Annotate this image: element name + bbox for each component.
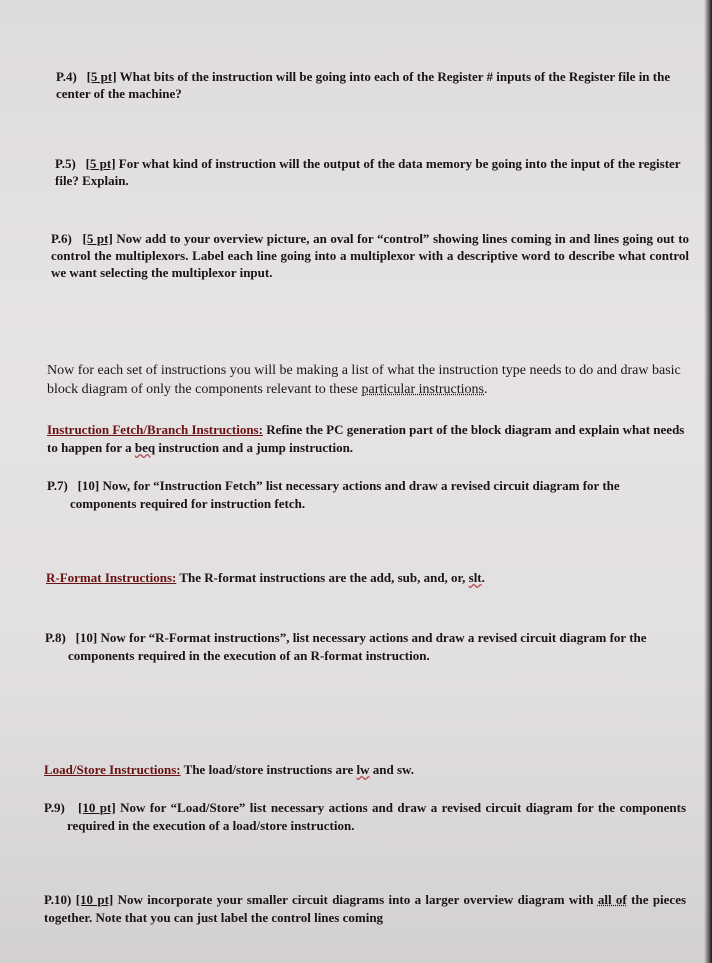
section-heading: Instruction Fetch/Branch Instructions:	[47, 422, 263, 437]
question-text: [10] Now for “R-Format instructions”, list necessary actions and draw a revised circuit diagram for the components required in the execution of an R-format instruction.	[68, 630, 647, 663]
section-text-end: .	[481, 570, 485, 585]
question-number: P.9)	[44, 800, 65, 815]
section-text-end: and sw.	[372, 762, 414, 777]
question-p8	[45, 629, 655, 665]
points-label: [5 pt]	[82, 231, 113, 246]
beq-word: beq	[134, 440, 156, 455]
section-load-store	[44, 761, 686, 779]
question-text: Now add to your overview picture, an oval for “control” showing lines coming in and lines going out to control the multiplexors. Label each line going into a multiplexor with a descriptive word to describe what control we want selecting the multiplexor input.	[51, 231, 690, 280]
intro-paragraph	[47, 361, 689, 399]
section-heading: R-Format Instructions:	[46, 570, 177, 585]
question-text-end: the pieces together. Note that you can just label the control lines coming	[44, 892, 687, 925]
section-text: Refine the PC generation part of the block diagram and explain what needs to happen for a	[47, 422, 685, 455]
slt-word: slt	[468, 570, 482, 585]
question-p7	[47, 477, 689, 513]
points-label: [10 pt]	[78, 800, 116, 815]
points-label: [10 pt]	[75, 892, 114, 907]
question-number: P.4)	[56, 69, 77, 84]
question-text: [10] Now, for “Instruction Fetch” list necessary actions and draw a revised circuit diagram for the components required for instruction fetch.	[70, 478, 620, 511]
question-number: P.6)	[51, 231, 72, 246]
question-number: P.7)	[47, 478, 68, 493]
section-r-format	[46, 569, 688, 587]
question-text: For what kind of instruction will the output of the data memory be going into the input of the register file? Explain.	[55, 156, 681, 188]
intro-end: .	[484, 382, 488, 397]
intro-text: Now for each set of instructions you will be making a list of what the instruction type needs to do and draw basic block diagram of only the components relevant to these	[47, 363, 681, 397]
section-heading: Load/Store Instructions:	[44, 762, 181, 777]
section-text: The load/store instructions are	[183, 762, 354, 777]
question-p9	[44, 799, 686, 835]
question-p4	[56, 68, 688, 102]
section-fetch-branch	[47, 421, 689, 457]
intro-underlined: particular instructions	[361, 382, 484, 397]
question-text: Now for “Load/Store” list necessary actions and draw a revised circuit diagram for the components required in the execution of a load/store instruction.	[67, 800, 687, 833]
question-p10	[44, 891, 686, 927]
question-text: Now incorporate your smaller circuit diagrams into a larger overview diagram with	[117, 892, 594, 907]
screen-edge-shadow	[704, 0, 712, 963]
question-p5	[55, 155, 689, 189]
question-number: P.8)	[45, 630, 66, 645]
question-number: P.5)	[55, 156, 76, 171]
section-text-end: instruction and a jump instruction.	[158, 440, 354, 455]
question-text: What bits of the instruction will be going into each of the Register # inputs of the Register file in the center of the machine?	[56, 69, 671, 101]
question-p6	[51, 230, 689, 281]
all-of-emphasis: all of	[597, 892, 627, 907]
points-label: [5 pt]	[86, 69, 117, 84]
lw-word: lw	[356, 762, 370, 777]
section-text: The R-format instructions are the add, sub, and, or,	[179, 570, 466, 585]
question-number: P.10)	[44, 892, 72, 907]
points-label: [5 pt]	[85, 156, 116, 171]
